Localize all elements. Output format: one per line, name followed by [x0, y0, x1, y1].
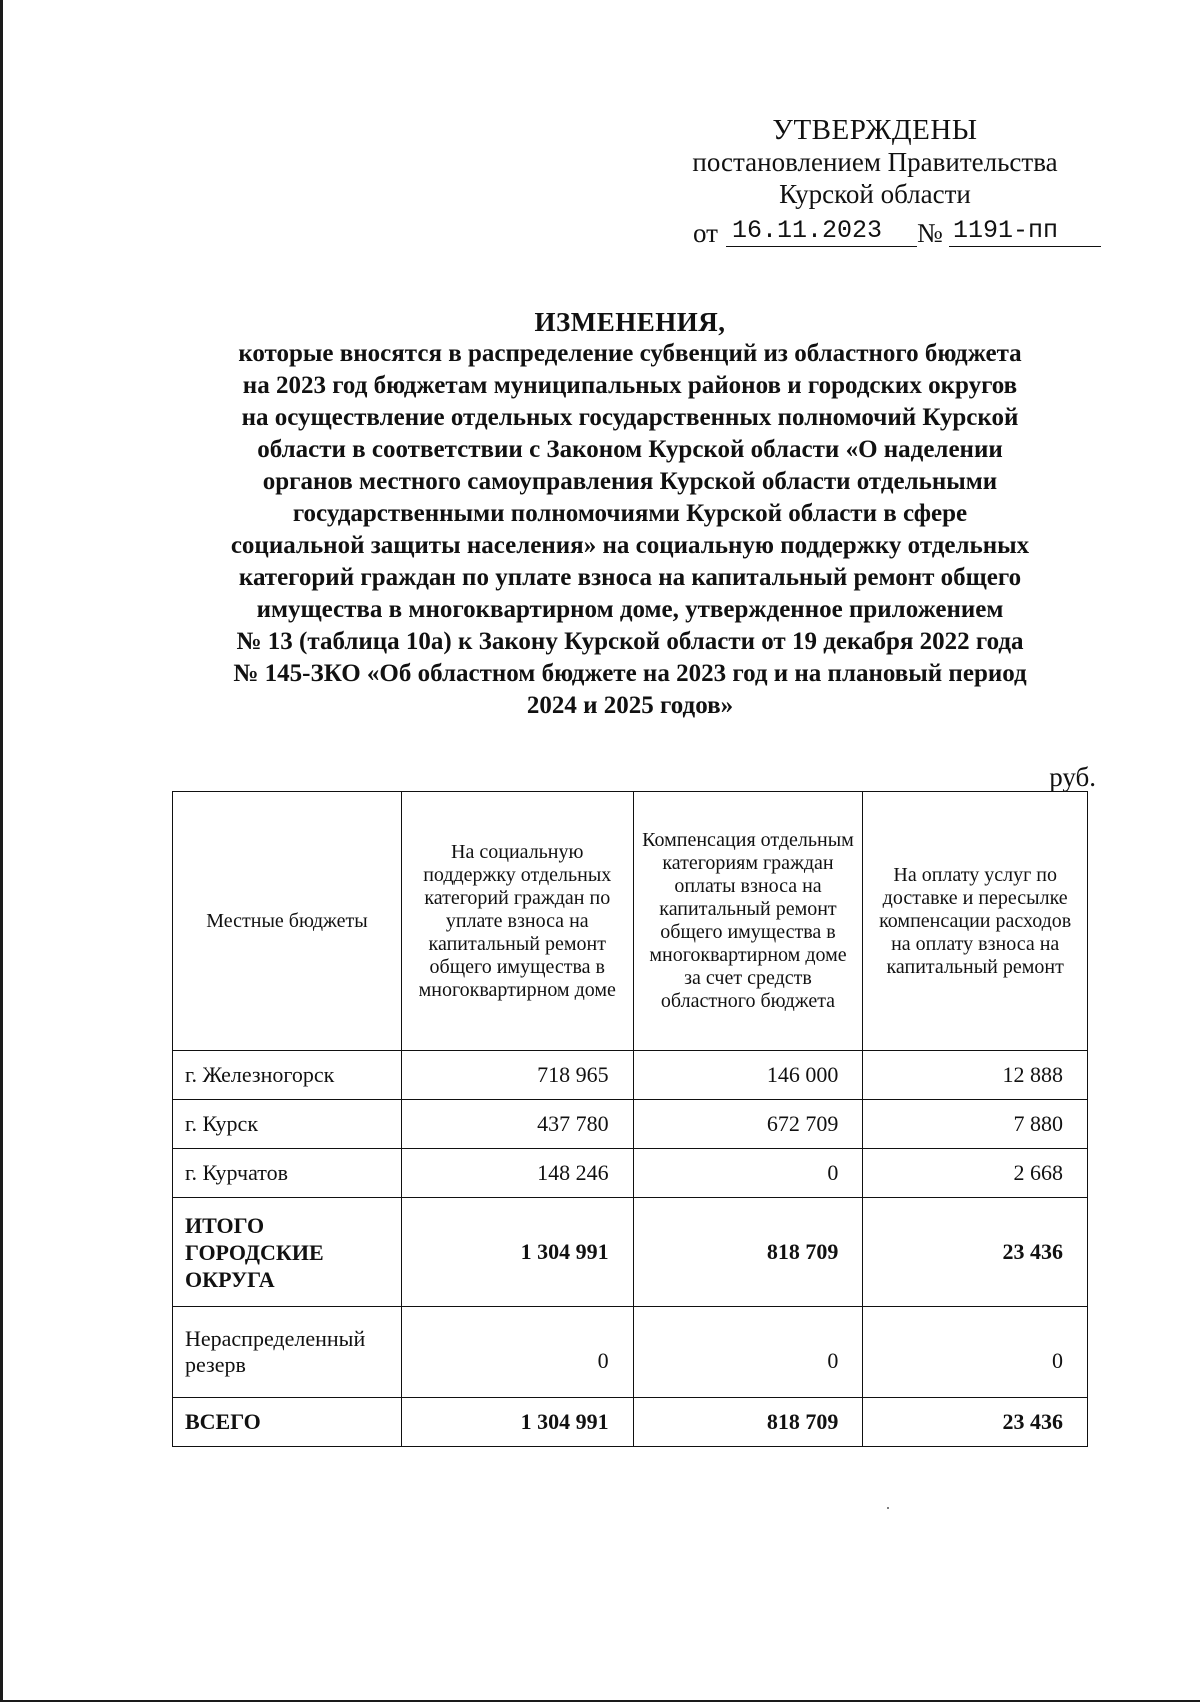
table-row: [173, 1307, 1088, 1398]
table-row: [173, 1051, 1088, 1100]
approval-line-region: Курской области: [779, 179, 971, 209]
cell-value: 23 436: [863, 1398, 1088, 1447]
cell-value: 146 000: [633, 1051, 863, 1100]
cell-value: 2 668: [863, 1149, 1088, 1198]
table-row-subtotal: [173, 1198, 1088, 1307]
subtotal-name-line: ОКРУГА: [185, 1266, 275, 1292]
cell-value: 818 709: [633, 1198, 863, 1307]
column-header-social-support: На социальную поддержку отдельных категорий граждан по уплате взноса на капитальный ремонт общего имущества в многоквартирном доме: [401, 792, 633, 1051]
cell-value: 718 965: [401, 1051, 633, 1100]
currency-unit: руб.: [1049, 762, 1096, 792]
scan-edge-left: [0, 0, 3, 1702]
cell-value: 1 304 991: [401, 1198, 633, 1307]
cell-value: 1 304 991: [401, 1398, 633, 1447]
cell-value: 12 888: [863, 1051, 1088, 1100]
title-line: которые вносятся в распределение субвенций из областного бюджета: [238, 340, 1022, 367]
title-line: № 145-ЗКО «Об областном бюджете на 2023 год и на плановый период: [233, 660, 1027, 687]
cell-value: 0: [633, 1307, 863, 1398]
resolution-date: 16.11.2023: [726, 216, 917, 247]
row-name-subtotal: [173, 1198, 402, 1307]
table-row: [173, 1149, 1088, 1198]
column-header-budgets: Местные бюджеты: [173, 792, 402, 1051]
number-prefix: №: [917, 218, 943, 248]
table-row: [173, 1100, 1088, 1149]
document-title: [160, 306, 1100, 722]
table-row-grand-total: [173, 1398, 1088, 1447]
title-line: № 13 (таблица 10а) к Закону Курской области от 19 декабря 2022 года: [236, 628, 1024, 655]
title-line: государственными полномочиями Курской области в сфере: [292, 500, 968, 527]
date-prefix: от: [693, 218, 718, 248]
cell-value: 0: [633, 1149, 863, 1198]
subtotal-name-line: ИТОГО: [185, 1212, 265, 1238]
cell-value: 672 709: [633, 1100, 863, 1149]
column-header-compensation: Компенсация отдельным категориям граждан оплаты взноса на капитальный ремонт общего имущества в многоквартирном доме за счет средств областного бюджета: [633, 792, 863, 1051]
table-header-row: [173, 792, 1088, 1051]
cell-value: 437 780: [401, 1100, 633, 1149]
cell-value: 0: [863, 1307, 1088, 1398]
subtotal-name-line: ГОРОДСКИЕ: [185, 1239, 324, 1265]
title-line: на осуществление отдельных государственных полномочий Курской: [241, 404, 1019, 431]
row-name: Нераспределенный резерв: [173, 1307, 402, 1398]
title-line: органов местного самоуправления Курской области отдельными: [262, 468, 998, 495]
title-line: социальной защиты населения» на социальную поддержку отдельных: [230, 532, 1030, 559]
approval-line-resolution: постановлением Правительства: [692, 147, 1058, 177]
title-line: области в соответствии с Законом Курской области «О наделении: [257, 436, 1003, 463]
budget-table: [172, 791, 1088, 1447]
title-line: 2024 и 2025 годов»: [526, 692, 734, 719]
column-header-delivery: На оплату услуг по доставке и пересылке компенсации расходов на оплату взноса на капитальный ремонт: [863, 792, 1088, 1051]
cell-value: 23 436: [863, 1198, 1088, 1307]
approval-block: [650, 114, 1100, 210]
resolution-number: 1191-пп: [949, 216, 1101, 247]
registration-line: [693, 216, 1103, 250]
row-name: г. Железногорск: [173, 1051, 402, 1100]
scan-speck: [887, 1507, 889, 1509]
row-name: ВСЕГО: [173, 1398, 402, 1447]
cell-value: 148 246: [401, 1149, 633, 1198]
title-line: на 2023 год бюджетам муниципальных районов и городских округов: [242, 372, 1018, 399]
title-heading: ИЗМЕНЕНИЯ,: [534, 307, 726, 337]
row-name: г. Курск: [173, 1100, 402, 1149]
cell-value: 0: [401, 1307, 633, 1398]
cell-value: 7 880: [863, 1100, 1088, 1149]
title-line: имущества в многоквартирном доме, утвержденное приложением: [256, 596, 1004, 623]
title-line: категорий граждан по уплате взноса на капитальный ремонт общего: [238, 564, 1022, 591]
cell-value: 818 709: [633, 1398, 863, 1447]
row-name: г. Курчатов: [173, 1149, 402, 1198]
approval-heading: УТВЕРЖДЕНЫ: [772, 114, 978, 146]
